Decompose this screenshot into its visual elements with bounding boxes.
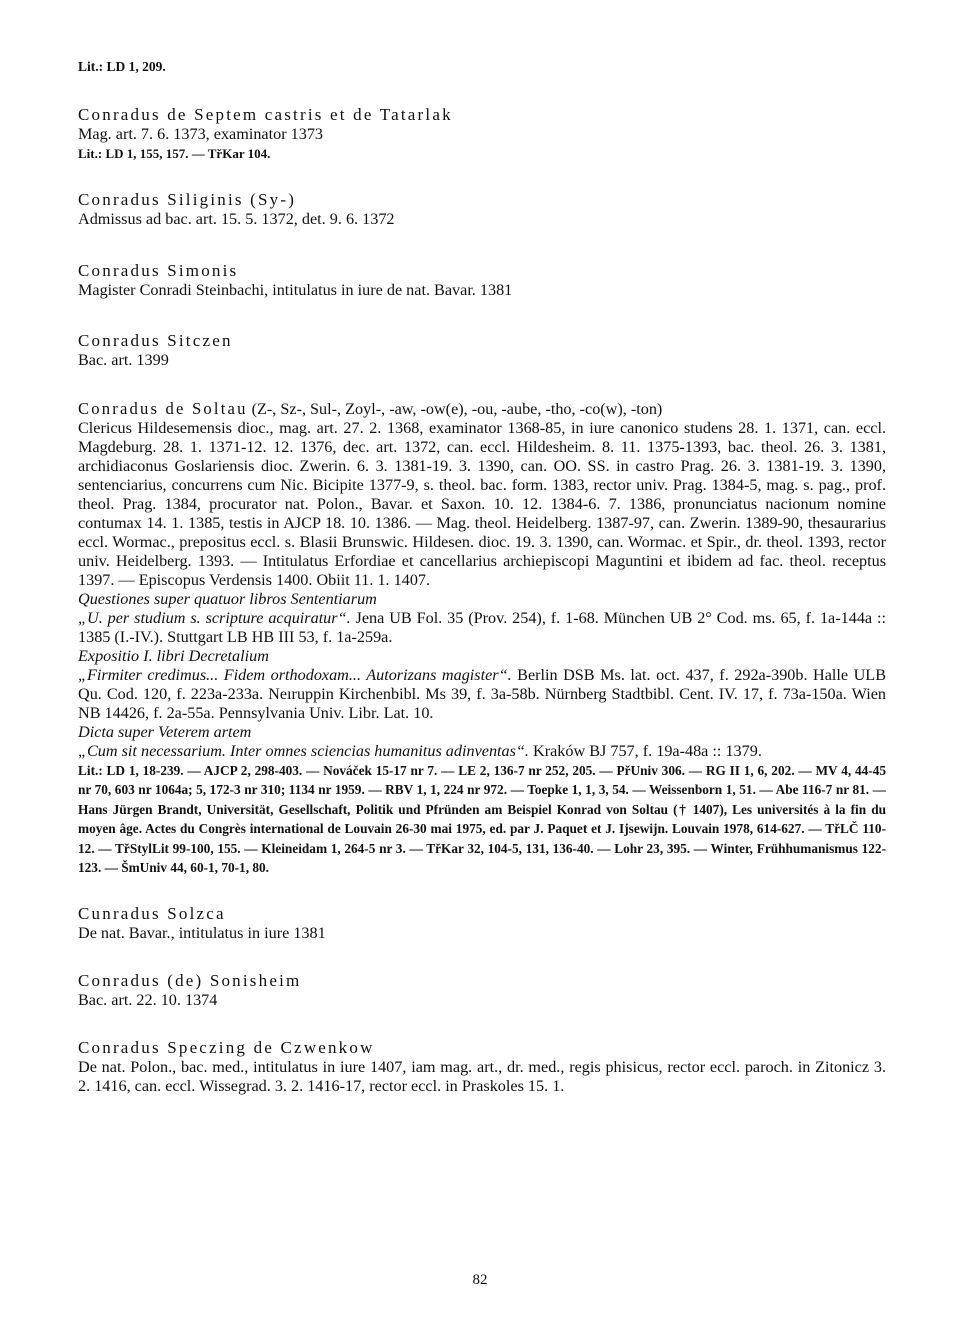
work-incipit: „U. per studium s. scripture acquiratur“. (78, 609, 351, 627)
work-title-expositio: Expositio I. libri Decretalium (78, 647, 269, 665)
entry-line: Magister Conradi Steinbachi, intitulatus in iure de nat. Bavar. 1381 (78, 281, 513, 299)
entry-literature: Lit.: LD 1, 155, 157. — TřKar 104. (78, 146, 271, 161)
page-number: 82 (472, 1272, 488, 1288)
entry-line: Bac. art. 22. 10. 1374 (78, 991, 218, 1010)
entry-name: Conradus de Septem castris et de Tatarlak (78, 105, 453, 124)
entry-siliginis (78, 189, 886, 229)
entry-name: Conradus Siliginis (Sy-) (78, 190, 297, 209)
entry-sonisheim (78, 970, 886, 1010)
work-manuscripts: Berlin DSB Ms. lat. oct. 437, f. 292a-390b. Halle ULB Qu. Cod. 120, f. 223a-233a. Neıruppin Kirchenbibl. Ms 39, f. 3a-58b. Nürnberg Stadtbibl. Cent. IV. 17, f. 73a-150a. Wien NB 14426, f. 2a-55a. Pennsylvania Univ. Libr. Lat. 10. (78, 666, 886, 722)
entry-sitczen (78, 330, 886, 370)
work-incipit: „Cum sit necessarium. Inter omnes sciencias humanitus adinventas“. (78, 742, 529, 760)
entry-name: Conradus Sitczen (78, 331, 233, 350)
entry-line: De nat. Polon., bac. med., intitulatus in iure 1407, iam mag. art., dr. med., regis phisicus, rector eccl. paroch. in Zitonicz 3. 2. 1416, can. eccl. Wissegrad. 3. 2. 1416-17, rector eccl. in Praskoles 15. 1. (78, 1058, 886, 1096)
entry-line: Mag. art. 7. 6. 1373, examinator 1373 (78, 125, 324, 143)
entry-solzca (78, 903, 886, 943)
entry-name: Conradus de Soltau (78, 399, 248, 418)
entry-line: Admissus ad bac. art. 15. 5. 1372, det. 9. 6. 1372 (78, 210, 395, 228)
entry-speczing (78, 1037, 886, 1096)
entry-biography: Clericus Hildesemensis dioc., mag. art. 27. 2. 1368, examinator 1368-85, in iure canonico studens 28. 1. 1371, can. eccl. Magdeburg. 28. 1. 1371-12. 12. 1376, dec. art. 1372, can. eccl. Hildesheim. 8. 11. 1375-1393, bac. theol. 26. 3. 1381, archidiaconus Goslariensis dioc. Zwerin. 6. 3. 1381-19. 3. 1390, can. OO. SS. in castro Prag. 26. 3. 1381-19. 3. 1390, sentenciarius, concurrens cum Nic. Bicipite 1377-9, s. theol. bac. form. 1383, rector univ. Prag. 1384-5, mag. s. pag., prof. theol. Prag. 1384, procurator nat. Polon., Bavar. et Saxon. 10. 12. 1384-6. 7. 1386, pronunciatus nacionum nomine contumax 14. 1. 1385, testis in AJCP 18. 10. 1386. — Mag. theol. Heidelberg. 1387-97, can. Zwerin. 1389-90, thesaurarius eccl. Wormac., prepositus eccl. s. Blasii Brunswic. Hildesen. dioc. 19. 3. 1390, can. Wormac. et Spir., dr. theol. 1393, rector univ. Heidelberg. 1393. — Intitulatus Erfordiae et cancellarius archiepiscopi Maguntini et ibidem ad fac. theol. receptus 1397. — Episcopus Verdensis 1400. Obiit 11. 1. 1407. (78, 419, 886, 589)
entry-name: Conradus Simonis (78, 261, 239, 280)
entry-simonis (78, 260, 886, 300)
entry-septem-castris (78, 104, 886, 163)
entry-soltau (78, 398, 886, 877)
entry-line: Bac. art. 1399 (78, 351, 169, 369)
work-title-dicta: Dicta super Veterem artem (78, 723, 252, 741)
name-variants: (Z-, Sz-, Sul-, Zoyl-, -aw, -ow(e), -ou, -aube, -tho, -co(w), -ton) (247, 400, 663, 418)
work-incipit: „Firmiter credimus... Fidem orthodoxam... Autorizans magister“. (78, 666, 512, 684)
entry-line: De nat. Bavar., intitulatus in iure 1381 (78, 924, 326, 943)
work-manuscripts: Kraków BJ 757, f. 19a-48a :: 1379. (528, 742, 762, 760)
entry-name: Conradus (de) Sonisheim (78, 971, 302, 991)
work-manuscripts: Jena UB Fol. 35 (Prov. 254), f. 1-68. München UB 2° Cod. ms. 65, f. 1a-144a :: 1385 (I.-IV.). Stuttgart LB HB III 53, f. 1a-259a. (78, 609, 887, 646)
entry-name: Conradus Speczing de Czwenkow (78, 1038, 375, 1058)
entry-name: Cunradus Solzca (78, 904, 226, 924)
page-content (78, 58, 886, 1096)
entry-literature: Lit.: LD 1, 18-239. — AJCP 2, 298-403. — Nováček 15-17 nr 7. — LE 2, 136-7 nr 252, 205. — PřUniv 306. — RG II 1, 6, 202. — MV 4, 44-45 nr 70, 603 nr 1064a; 5, 172-3 nr 310; 1134 nr 1959. — RBV 1, 1, 224 nr 972. — Toepke 1, 1, 3, 54. — Weissenborn 1, 51. — Abe 116-7 nr 81. — Hans Jürgen Brandt, Universität, Gesellschaft, Politik und Pfründen am Beispiel Konrad von Soltau († 1407), Les universités à la fin du moyen âge. Actes du Congrès international de Louvain 26-30 mai 1975, ed. par J. Paquet et J. Ijsewijn. Louvain 1978, 614-627. — TřLČ 110-12. — TřStylLit 99-100, 155. — Kleineidam 1, 264-5 nr 3. — TřKar 32, 104-5, 131, 136-40. — Lohr 23, 395. — Winter, Frühhumanismus 122-123. — ŠmUniv 44, 60-1, 70-1, 80. (78, 763, 886, 876)
top-literature: Lit.: LD 1, 209. (78, 59, 166, 74)
work-title-questiones: Questiones super quatuor libros Sententiarum (78, 590, 377, 608)
